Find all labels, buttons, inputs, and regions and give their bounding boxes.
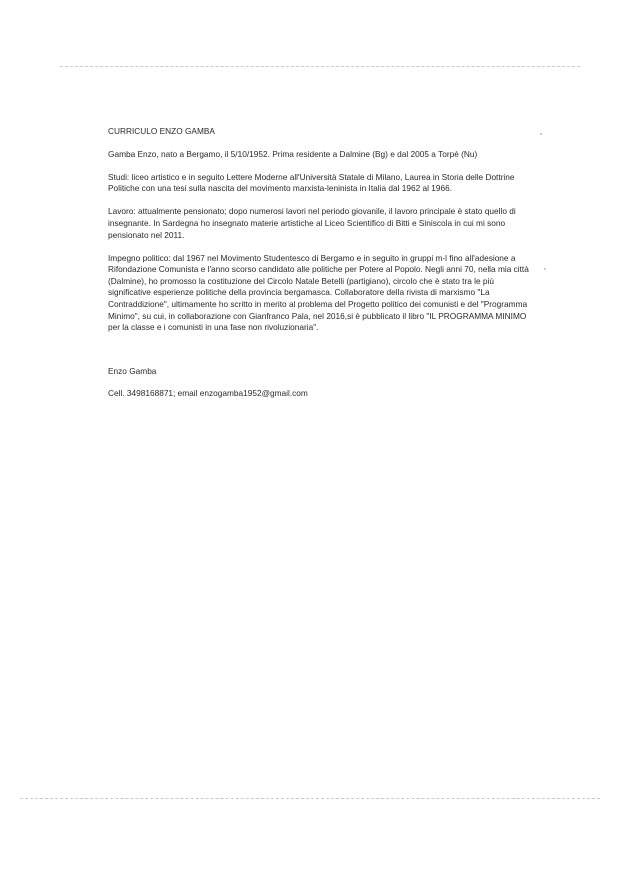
scan-artifact-top xyxy=(60,66,580,67)
paragraph-work: Lavoro: attualmente pensionato; dopo numerosi lavori nel periodo giovanile, il lavoro principale è stato quello di insegnante. In Sardegna ho insegnato materie artistiche al Liceo Scientifico di Bitti e Siniscola in cui mi sono pensionato nel 2011. xyxy=(108,206,516,240)
scan-speck xyxy=(544,268,546,270)
signature-name: Enzo Gamba xyxy=(108,365,157,376)
document-body xyxy=(108,126,532,400)
document-title: CURRICULO ENZO GAMBA xyxy=(108,126,215,136)
scan-artifact-bottom xyxy=(20,798,600,799)
contact-info: Cell. 3498168871; email enzogamba1952@gmail.com xyxy=(108,388,308,399)
paragraph-birth: Gamba Enzo, nato a Bergamo, il 5/10/1952. Prima residente a Dalmine (Bg) e dal 2005 a Torpè (Nu) xyxy=(108,148,478,159)
scan-speck xyxy=(540,133,542,135)
paragraph-studies: Studi: liceo artistico e in seguito Lettere Moderne all'Università Statale di Milano, Laurea in Storia delle Dottrine Politiche con una tesi sulla nascita del movimento marxista-leninista in Italia dal 1962 al 1966. xyxy=(108,171,515,194)
paragraph-politics: Impegno politico: dal 1967 nel Movimento Studentesco di Bergamo e in seguito in gruppi m-l fino all'adesione a Rifondazione Comunista e l'anno scorso candidato alle politiche per Potere al Popolo. Negli anni 70, nella mia città (Dalmine), ho promosso la costituzione del Circolo Natale Betelli (partigiano), circolo che è stato tra le più significative esperienze politiche della provincia bergamasca. Collaboratore della rivista di marxismo "La Contraddizione", ultimamente ho scritto in merito al problema del Progetto politico dei comunisti e del "Programma Minimo", su cui, in collaborazione con Gianfranco Pala, nel 2016,si è pubblicato il libro "IL PROGRAMMA MINIMO per la classe e i comunisti in una fase non rivoluzionaria". xyxy=(108,252,529,333)
